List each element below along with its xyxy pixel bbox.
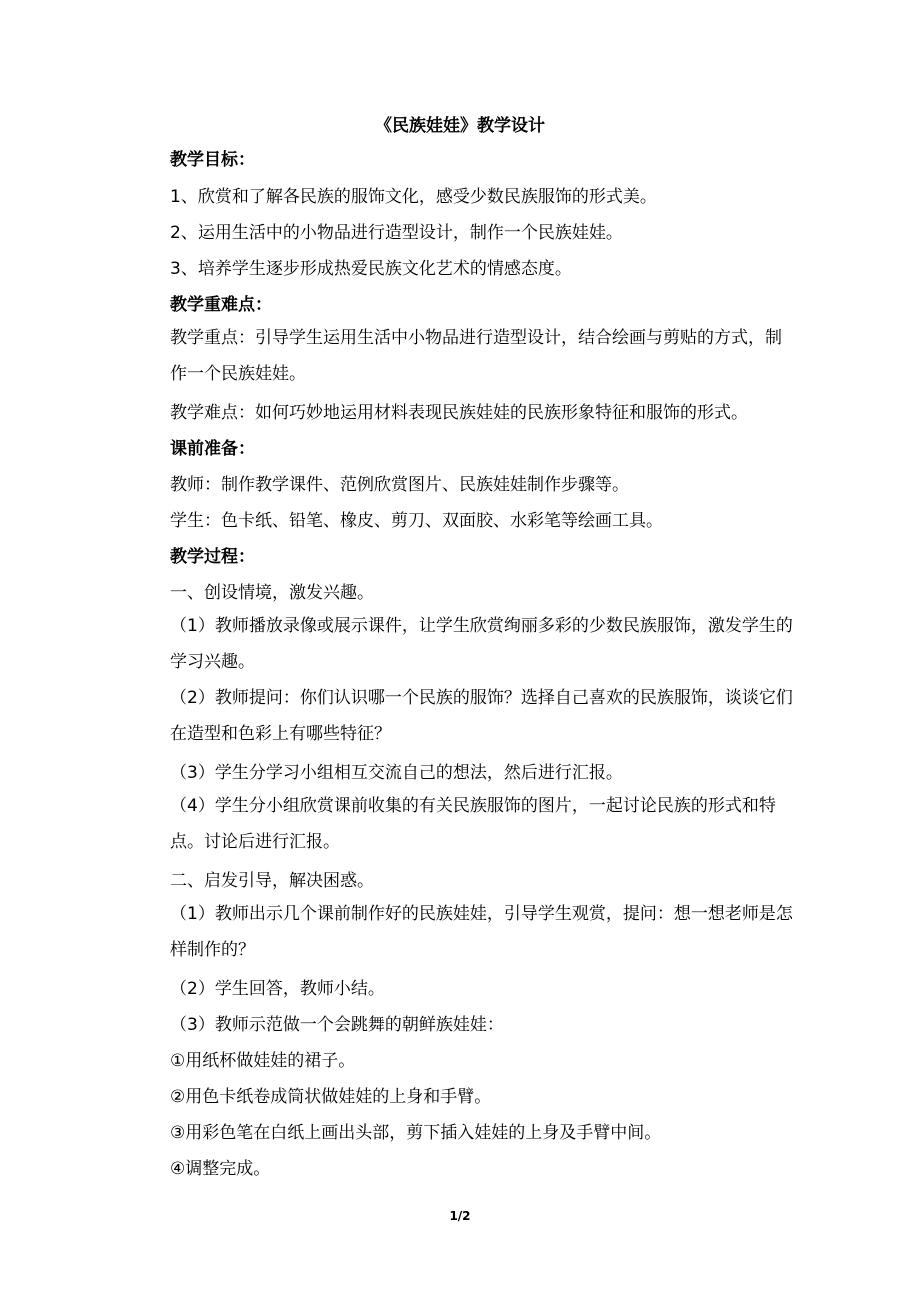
demo-step-4: ④调整完成。 — [170, 1159, 271, 1179]
page-number: 1/2 — [449, 1209, 471, 1223]
difficulty-paragraph: 教学难点：如何巧妙地运用材料表现民族娃娃的民族形象特征和服饰的形式。 — [170, 403, 748, 423]
demo-step-2: ②用色卡纸卷成筒状做娃娃的上身和手臂。 — [170, 1087, 492, 1107]
goal-1: 1、欣赏和了解各民族的服饰文化，感受少数民族服饰的形式美。 — [170, 187, 657, 207]
heading-preparation: 课前准备： — [170, 439, 255, 459]
process-step-1-3: （3）学生分学习小组相互交流自己的想法，然后进行汇报。 — [170, 763, 623, 783]
process-step-2-2: （2）学生回答，教师小结。 — [170, 979, 385, 999]
document-title: 《民族娃娃》教学设计 — [375, 116, 545, 136]
process-step-1-1: （1）教师播放录像或展示课件，让学生欣赏绚丽多彩的少数民族服饰，激发学生的学习兴趣。 — [170, 616, 793, 672]
demo-step-1: ①用纸杯做娃娃的裙子。 — [170, 1051, 356, 1071]
section-one-heading: 一、创设情境，激发兴趣。 — [170, 583, 374, 603]
key-point-paragraph: 教学重点：引导学生运用生活中小物品进行造型设计，结合绘画与剪贴的方式，制作一个民族娃娃。 — [170, 328, 782, 384]
heading-key-points: 教学重难点： — [170, 295, 272, 315]
process-step-1-2: （2）教师提问：你们认识哪一个民族的服饰？选择自己喜欢的民族服饰，谈谈它们在造型和色彩上有哪些特征？ — [170, 688, 793, 744]
heading-process: 教学过程： — [170, 547, 255, 567]
demo-step-3: ③用彩色笔在白纸上画出头部，剪下插入娃娃的上身及手臂中间。 — [170, 1123, 662, 1143]
process-step-1-4: （4）学生分小组欣赏课前收集的有关民族服饰的图片，一起讨论民族的形式和特点。讨论后进行汇报。 — [170, 796, 776, 852]
process-step-2-1: （1）教师出示几个课前制作好的民族娃娃，引导学生观赏，提问：想一想老师是怎样制作的？ — [170, 904, 793, 960]
process-step-2-3: （3）教师示范做一个会跳舞的朝鲜族娃娃： — [170, 1015, 504, 1035]
heading-teaching-goals: 教学目标： — [170, 150, 255, 170]
section-two-heading: 二、启发引导，解决困惑。 — [170, 871, 374, 891]
teacher-preparation: 教师：制作教学课件、范例欣赏图片、民族娃娃制作步骤等。 — [170, 475, 629, 495]
goal-3: 3、培养学生逐步形成热爱民族文化艺术的情感态度。 — [170, 259, 572, 279]
goal-2: 2、运用生活中的小物品进行造型设计，制作一个民族娃娃。 — [170, 223, 623, 243]
student-preparation: 学生：色卡纸、铅笔、橡皮、剪刀、双面胶、水彩笔等绘画工具。 — [170, 511, 663, 531]
